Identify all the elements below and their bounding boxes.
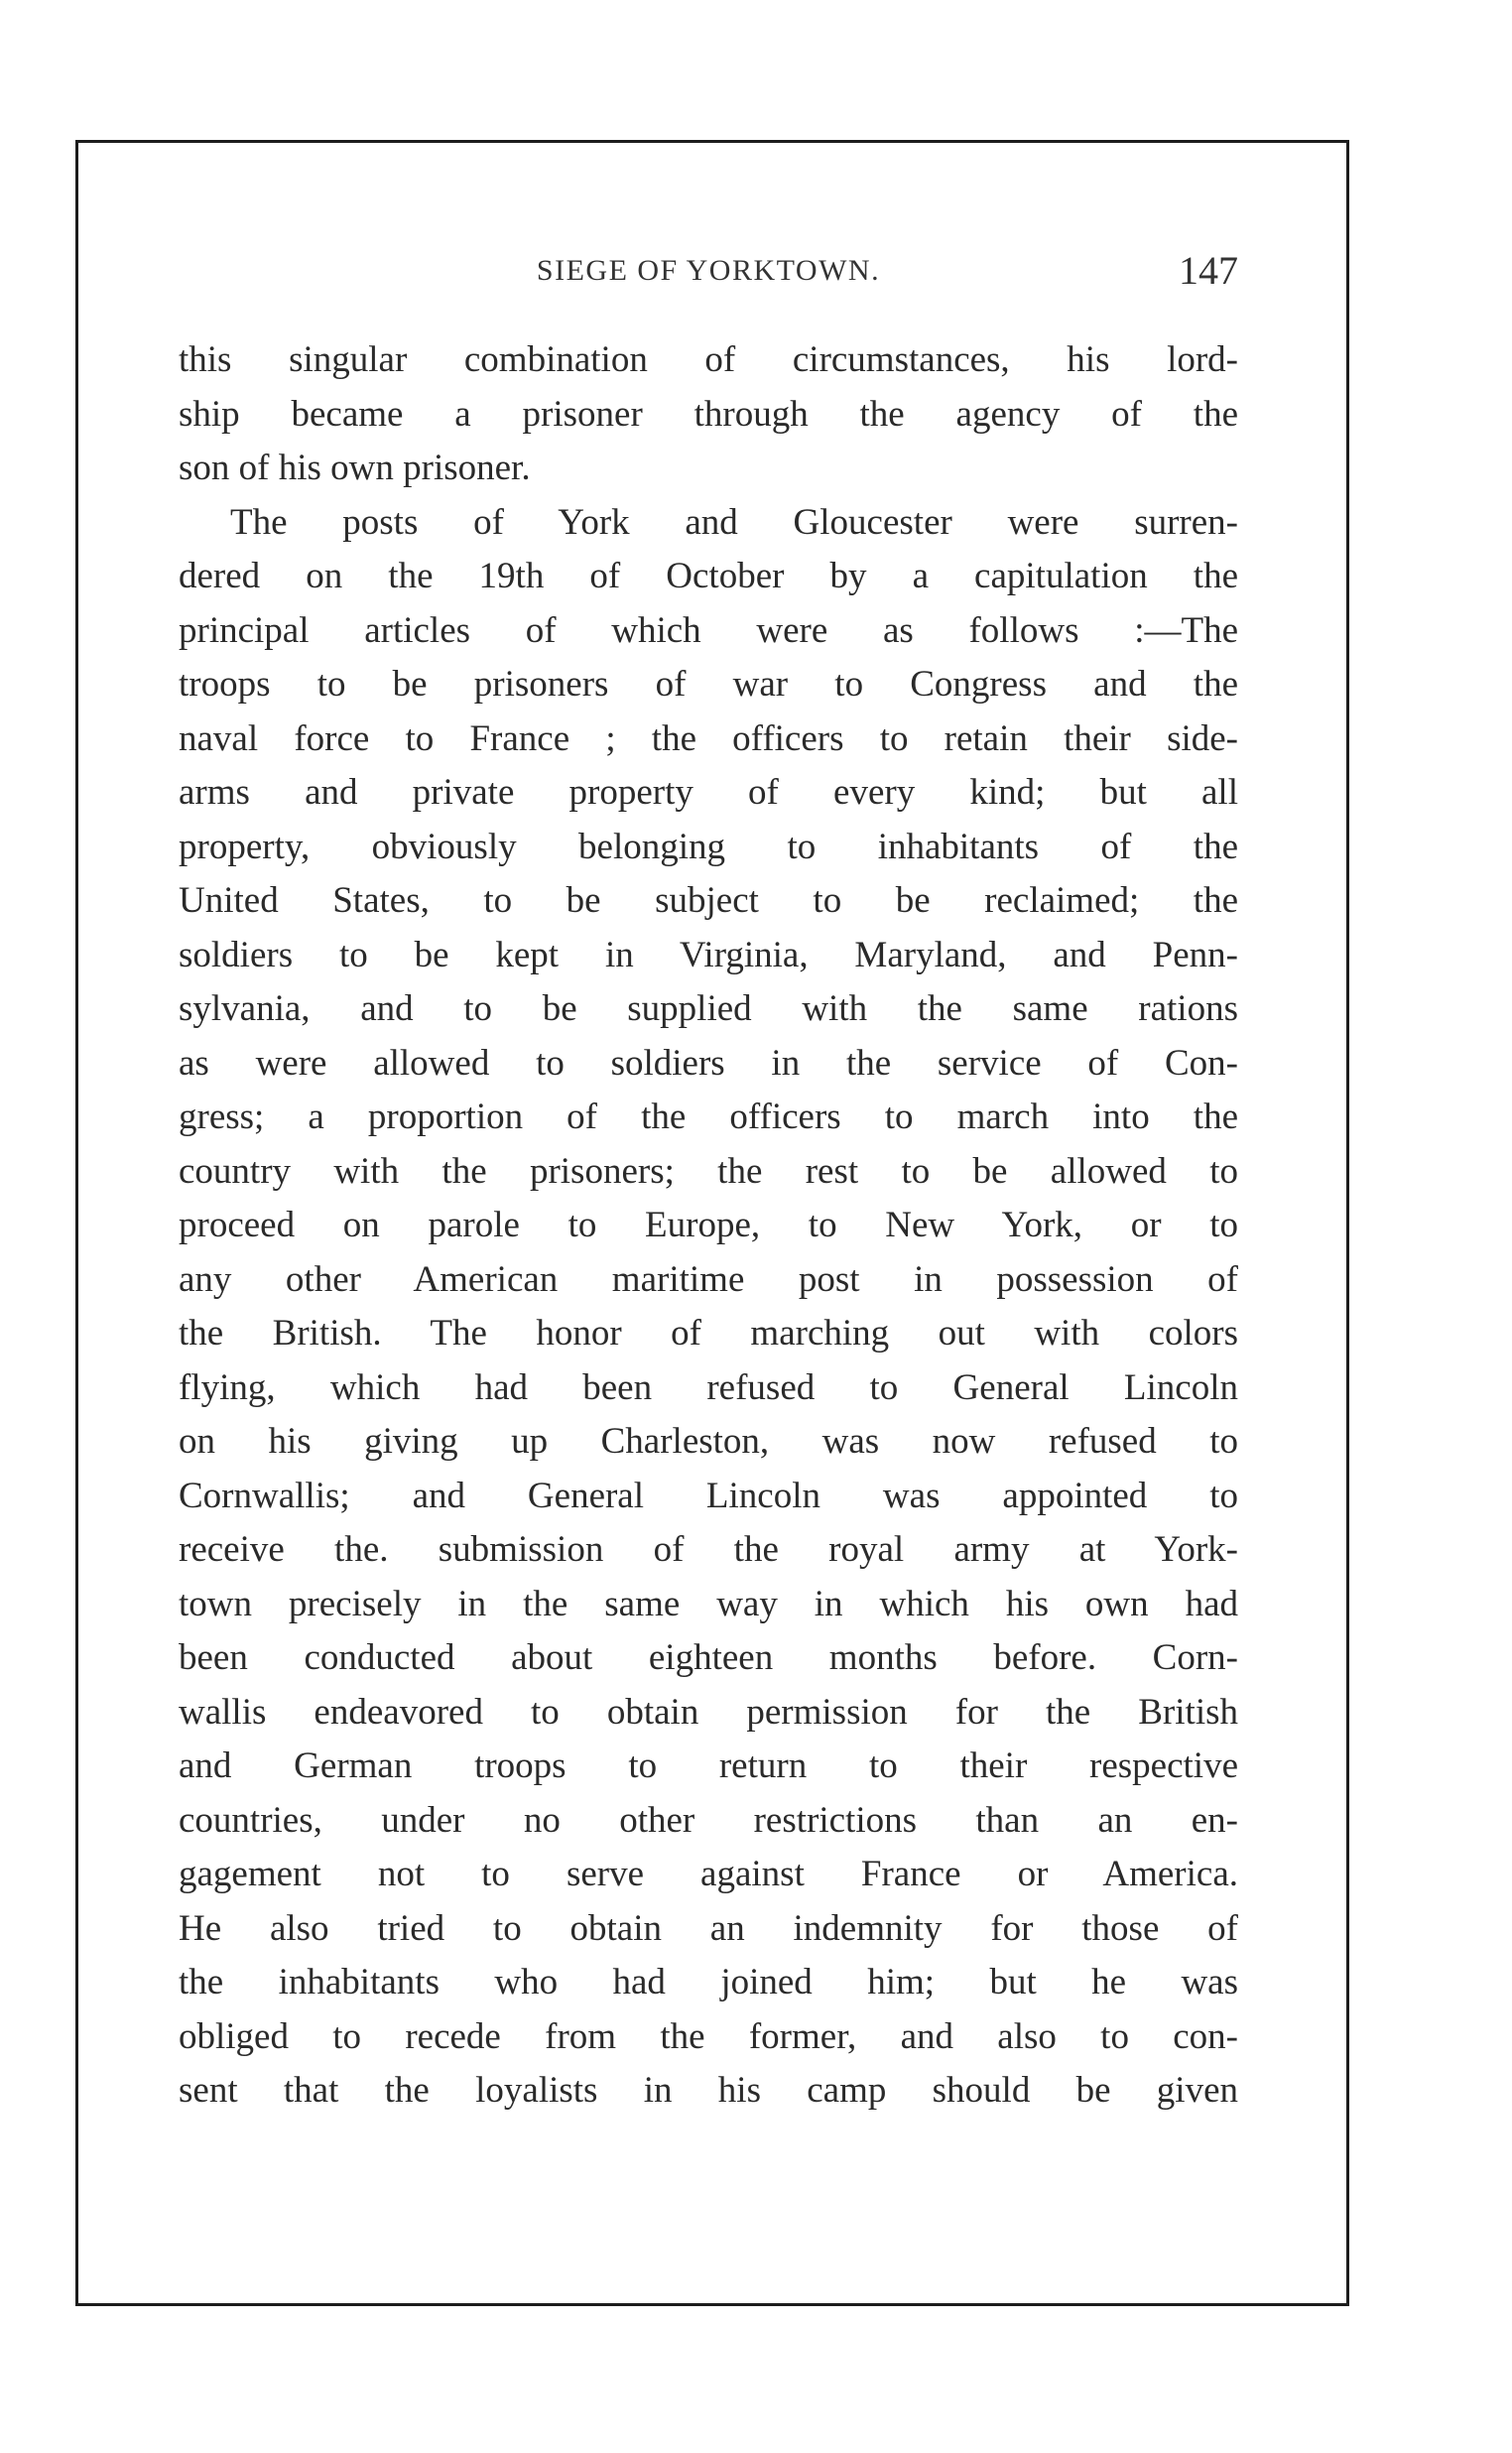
page-number: 147 [1179,248,1238,293]
text-line: son of his own prisoner. [179,448,531,488]
text-line: receive the. submission of the royal army at York- [179,1529,1238,1570]
text-line: on his giving up Charleston, was now refused to [179,1421,1238,1462]
text-line: troops to be prisoners of war to Congress and the [179,664,1238,705]
text-line: the inhabitants who had joined him; but he was [179,1962,1238,2002]
text-line: flying, which had been refused to General Lincoln [179,1366,1238,1408]
text-line: dered on the 19th of October by a capitulation the [179,556,1238,596]
text-line: ship became a prisoner through the agency of the [179,393,1238,435]
text-line: countries, under no other restrictions than an en- [179,1799,1238,1841]
text-line: sylvania, and to be supplied with the same rations [179,988,1238,1029]
text-line: obliged to recede from the former, and also to con- [179,2015,1238,2057]
text-line: wallis endeavored to obtain permission for the British [179,1691,1238,1733]
text-line: naval force to France ; the officers to retain their side- [179,717,1238,759]
text-line: United States, to be subject to be reclaimed; the [179,880,1238,921]
text-line: soldiers to be kept in Virginia, Maryland, and Penn- [179,934,1238,975]
body-text [179,333,1238,2119]
text-line: as were allowed to soldiers in the service of Con- [179,1042,1238,1084]
text-line: any other American maritime post in possession of [179,1258,1238,1300]
text-line: The posts of York and Gloucester were surren- [230,501,1238,543]
text-line: proceed on parole to Europe, to New York, or to [179,1205,1238,1245]
text-line: Cornwallis; and General Lincoln was appointed to [179,1475,1238,1516]
text-line: country with the prisoners; the rest to be allowed to [179,1150,1238,1192]
running-head [179,246,1238,296]
text-line: principal articles of which were as follows :—The [179,609,1238,651]
running-title: SIEGE OF YORKTOWN. [536,254,881,287]
text-line: property, obviously belonging to inhabitants of the [179,826,1238,867]
text-line: arms and private property of every kind; but all [179,772,1238,813]
text-line: He also tried to obtain an indemnity for those of [179,1907,1238,1949]
text-line: gagement not to serve against France or America. [179,1854,1238,1894]
text-line: the British. The honor of marching out with colors [179,1313,1238,1354]
text-line: gress; a proportion of the officers to march into the [179,1097,1238,1137]
text-line: been conducted about eighteen months before. Corn- [179,1637,1238,1678]
text-line: this singular combination of circumstances, his lord- [179,339,1238,380]
text-line: and German troops to return to their respective [179,1745,1238,1786]
text-line: town precisely in the same way in which his own had [179,1583,1238,1624]
text-line: sent that the loyalists in his camp should be given [179,2070,1238,2111]
